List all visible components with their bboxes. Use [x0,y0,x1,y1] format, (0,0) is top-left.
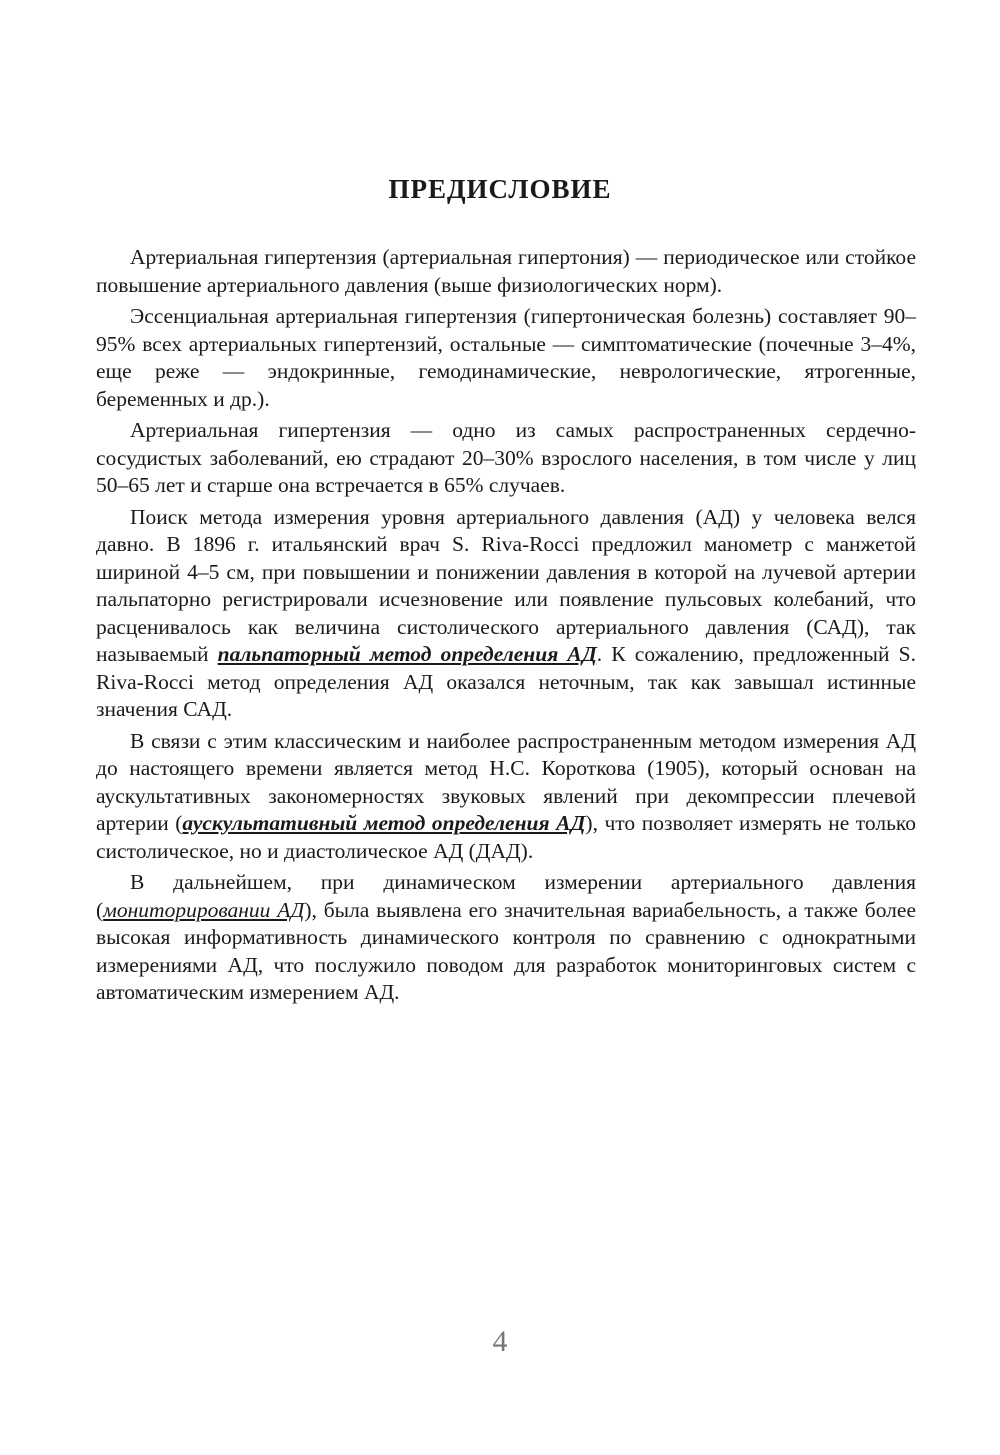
paragraph-essential-hypertension: Эссенциальная артериальная гипертензия (гипертоническая болезнь) составляет 90–95% всех артериальных гипертензий, остальные — симптоматические (почечные 3–4%, еще реже — эндокринные, гемодинамические, неврологические, ятрогенные, беременных и др.). [96,304,916,411]
page-number: 4 [492,1325,508,1358]
paragraph-riva-rocci-text-end: . К сожалению, предложенный S. Riva-Rocci метод определения АД оказался неточным, так как завышал истинные значения САД. [96,642,917,721]
paragraph-riva-rocci [96,504,916,724]
paragraph-riva-rocci-text-start: Поиск метода измерения уровня артериального давления (АД) у человека велся давно. В 1896 г. итальянский врач S. Riva-Rocci предложил манометр с манжетой шириной 4–5 см, при повышении и понижении давления в которой на лучевой артерии пальпаторно регистрировали исчезновение или появление пульсовых колебаний, что расценивалось как величина систолического артериального давления (САД), так называемый [96,504,916,666]
preface-body [96,244,916,1011]
paragraph-korotkov [96,728,916,866]
paragraph-korotkov-text-start: В связи с этим классическим и наиболее распространенным методом измерения АД до настоящего времени является метод Н.С. Короткова (1905), который основан на аускультативных закономерностях звуковых явлений при декомпрессии плечевой артерии ( [96,728,916,835]
page-title: ПРЕДИСЛОВИЕ [388,174,612,204]
paragraph-monitoring-text-end: ), была выявлена его значительная вариабельность, а также более высокая информативность динамического контроля по сравнению с однократными измерениями АД, что послужило поводом для разработок мониторинговых систем с автоматическим измерением АД. [96,897,916,1004]
term-bp-monitoring: мониторировании АД [103,897,305,922]
paragraph-monitoring-text-start: В дальнейшем, при динамическом измерении артериального давления ( [96,870,916,922]
paragraph-korotkov-text-end: ), что позволяет измерять не только систолическое, но и диастолическое АД (ДАД). [96,811,917,863]
paragraph-monitoring [96,869,916,1007]
paragraph-prevalence: Артериальная гипертензия — одно из самых распространенных сердечно-сосудистых заболеваний, ею страдают 20–30% взрослого населения, в том числе у лиц 50–65 лет и старше она встречается в 65% случаев. [96,418,916,497]
paragraph-definition: Артериальная гипертензия (артериальная гипертония) — периодическое или стойкое повышение артериального давления (выше физиологических норм). [96,245,916,297]
term-palpatory-method: пальпаторный метод определения АД [217,642,597,666]
term-auscultatory-method: аускультативный метод определения АД [182,811,586,835]
